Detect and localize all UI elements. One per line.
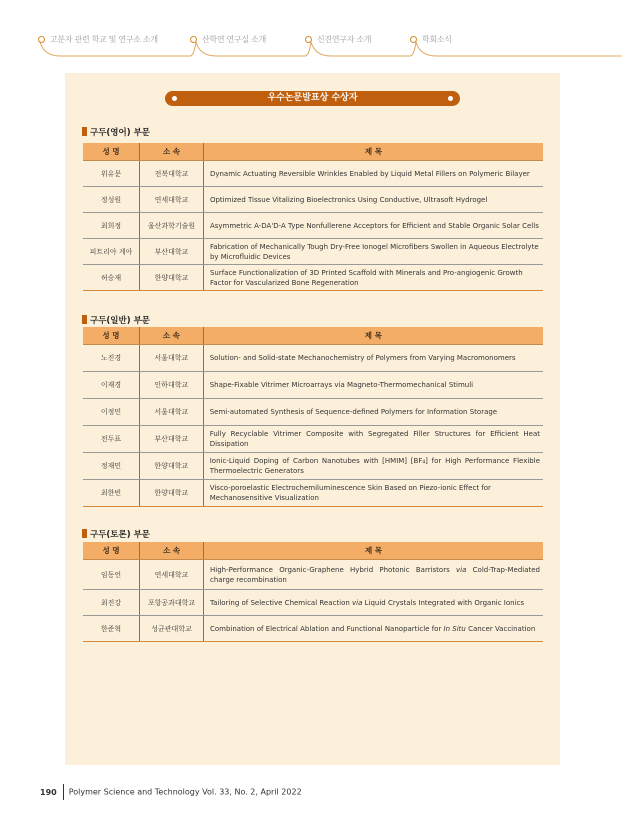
paper-title [203, 399, 543, 426]
column-header-affil: 소 속 [140, 143, 204, 161]
awardee-name: 위유문 [83, 161, 140, 187]
table-header-row [83, 542, 543, 560]
section-heading-text: 구두(토론) 부문 [90, 530, 150, 540]
nav-label: 고분자 관련 학교 및 연구소 소개 [50, 35, 158, 44]
table-row [83, 480, 543, 507]
awardee-affiliation: 한양대학교 [140, 265, 204, 291]
divider [63, 784, 64, 800]
table-row [83, 265, 543, 291]
column-header-name: 성 명 [83, 143, 140, 161]
title-segment: Fully Recyclable Vitrimer Composite with Segregated Filler Structures for Efficient Heat Dissipation [209, 430, 540, 448]
nav-item-news[interactable] [410, 34, 452, 45]
awards-banner [165, 91, 460, 106]
paper-title [203, 560, 543, 590]
awardee-affiliation: 전북대학교 [140, 161, 204, 187]
title-segment: Surface Functionalization of 3D Printed Scaffold with Minerals and Pro-angiogenic Growth Factor for Vascularized Bone Regeneration [209, 268, 523, 287]
nav-label: 학회소식 [422, 35, 452, 44]
title-segment: via [456, 565, 467, 574]
nav-item-researchers[interactable] [305, 34, 371, 45]
awardee-name: 노진경 [83, 345, 139, 372]
pin-icon [38, 36, 45, 43]
title-segment: High-Performance Organic-Graphene Hybrid Photonic Barristors [209, 565, 456, 574]
section-marker-icon [82, 127, 87, 136]
awardee-affiliation: 울산과학기술원 [140, 213, 204, 239]
column-header-title: 제 목 [203, 542, 543, 560]
table-row [83, 239, 543, 265]
table-header-row [83, 143, 543, 161]
awardee-affiliation: 포항공과대학교 [140, 590, 204, 616]
column-header-name: 성 명 [83, 542, 140, 560]
awardee-name: 최희정 [83, 213, 140, 239]
pin-icon [305, 36, 312, 43]
awardee-affiliation: 연세대학교 [140, 187, 204, 213]
table-row [83, 616, 543, 642]
awardee-name: 이재경 [83, 372, 139, 399]
paper-title [203, 239, 543, 265]
section-marker-icon [82, 315, 87, 324]
title-segment: Optimized Tissue Vitalizing Bioelectronics Using Conductive, Ultrasoft Hydrogel [209, 195, 488, 204]
paper-title [203, 161, 543, 187]
paper-title [203, 213, 543, 239]
journal-issue: Vol. 33, No. 2, April 2022 [202, 787, 302, 797]
title-segment: Ionic-Liquid Doping of Carbon Nanotubes with [HMIM] [BF₄] for High Performance Flexible Thermoelectric Generators [209, 457, 540, 475]
nav-label: 산학연 연구실 소개 [202, 35, 266, 44]
awardee-affiliation: 부산대학교 [139, 426, 203, 453]
title-segment: Semi-automated Synthesis of Sequence-defined Polymers for Information Storage [209, 408, 498, 416]
section-heading-text: 구두(영어) 부문 [90, 128, 150, 138]
paper-title [203, 426, 543, 453]
awardee-name: 정재민 [83, 453, 139, 480]
awardee-name: 허승재 [83, 265, 140, 291]
table-row [83, 399, 543, 426]
awardee-affiliation: 인하대학교 [139, 372, 203, 399]
title-segment: Cancer Vaccination [465, 624, 536, 633]
column-header-affil: 소 속 [140, 542, 204, 560]
table-row [83, 213, 543, 239]
dot-icon [448, 96, 453, 101]
awardee-name: 이정민 [83, 399, 139, 426]
page-footer [40, 784, 302, 800]
table-row [83, 161, 543, 187]
awardee-name: 피트리아 게아 [83, 239, 140, 265]
title-segment: Liquid Crystals Integrated with Organic Ionics [362, 598, 525, 607]
table-row [83, 187, 543, 213]
awardee-affiliation: 연세대학교 [140, 560, 204, 590]
paper-title [203, 345, 543, 372]
awardee-affiliation: 성균관대학교 [140, 616, 204, 642]
awardee-affiliation: 서울대학교 [139, 399, 203, 426]
title-segment: Visco-poroelastic Electrochemiluminescence Skin Based on Piezo-ionic Effect for Mechanosensitive Visualization [209, 484, 491, 502]
table-row [83, 590, 543, 616]
column-header-name: 성 명 [83, 327, 139, 345]
title-segment: Combination of Electrical Ablation and Functional Nanoparticle for [209, 624, 444, 633]
title-segment: Solution- and Solid-state Mechanochemistry of Polymers from Varying Macromonomers [209, 354, 516, 362]
title-segment: Fabrication of Mechanically Tough Dry-Free Ionogel Microfibers Swollen in Aqueous Electrolyte by Microfluidic Devices [209, 242, 539, 261]
awards-table [83, 327, 543, 507]
awards-table [83, 542, 543, 642]
awardee-affiliation: 서울대학교 [139, 345, 203, 372]
table-row [83, 426, 543, 453]
paper-title [203, 590, 543, 616]
paper-title [203, 480, 543, 507]
section-heading [82, 126, 150, 138]
nav-label: 신진연구자 소개 [317, 35, 372, 44]
paper-title [203, 187, 543, 213]
paper-title [203, 265, 543, 291]
awardee-name: 임동언 [83, 560, 140, 590]
section-heading [82, 314, 150, 326]
column-header-title: 제 목 [203, 327, 543, 345]
paper-title [203, 616, 543, 642]
awardee-name: 한준혁 [83, 616, 140, 642]
section-nav [0, 34, 622, 64]
awardee-affiliation: 한양대학교 [139, 453, 203, 480]
dot-icon [172, 96, 177, 101]
pin-icon [410, 36, 417, 43]
nav-item-schools[interactable] [38, 34, 158, 45]
title-segment: via [352, 598, 363, 607]
column-header-title: 제 목 [203, 143, 543, 161]
awardee-affiliation: 부산대학교 [140, 239, 204, 265]
title-segment: Asymmetric A-DA'D-A Type Nonfullerene Acceptors for Efficient and Stable Organic Solar Cells [209, 221, 539, 230]
awardee-name: 최한빈 [83, 480, 139, 507]
table-row [83, 372, 543, 399]
title-segment: Dynamic Actuating Reversible Wrinkles Enabled by Liquid Metal Fillers on Polymeric Bilayer [209, 169, 530, 178]
awardee-name: 최진강 [83, 590, 140, 616]
section-heading [82, 528, 150, 540]
nav-item-labs[interactable] [190, 34, 266, 45]
title-segment: In Situ [443, 624, 466, 633]
section-heading-text: 구두(일반) 부문 [90, 316, 150, 326]
title-segment: Cold-Trap-Mediated charge recombination [209, 565, 540, 584]
table-header-row [83, 327, 543, 345]
awardee-name: 정성원 [83, 187, 140, 213]
table-row [83, 345, 543, 372]
awards-table [83, 143, 543, 291]
awardee-name: 전두표 [83, 426, 139, 453]
title-segment: Tailoring of Selective Chemical Reaction [209, 598, 353, 607]
column-header-affil: 소 속 [139, 327, 203, 345]
table-row [83, 560, 543, 590]
paper-title [203, 372, 543, 399]
journal-name: Polymer Science and Technology [68, 787, 200, 797]
pin-icon [190, 36, 197, 43]
banner-title: 우수논문발표상 수상자 [267, 93, 358, 103]
paper-title [203, 453, 543, 480]
table-row [83, 453, 543, 480]
section-marker-icon [82, 529, 87, 538]
title-segment: Shape-Fixable Vitrimer Microarrays via Magneto-Thermomechanical Stimuli [209, 381, 474, 389]
awards-panel [65, 73, 560, 765]
awardee-affiliation: 한양대학교 [139, 480, 203, 507]
page-number: 190 [40, 787, 57, 797]
